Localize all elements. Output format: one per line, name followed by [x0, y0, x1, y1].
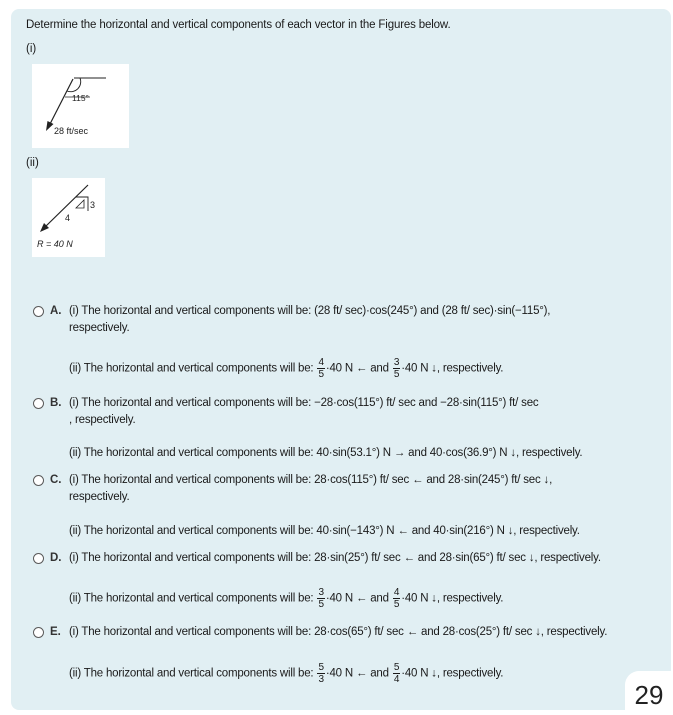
- option-b-part-i-cont: , respectively.: [69, 414, 136, 426]
- figure-ii: [32, 178, 105, 257]
- option-c-part-ii: (ii) The horizontal and vertical components will be: 40·sin(−143°) N ← and 40·sin(216°) N ↓, respectively.: [69, 525, 580, 537]
- figure-ii-horizontal-side: 4: [65, 213, 71, 223]
- option-e-part-i: (i) The horizontal and vertical components will be: 28·cos(65°) ft/ sec ← and 28·cos(25°) ft/ sec ↓, respectively.: [69, 626, 608, 638]
- option-e-fraction-1: $\frac{5}{3}$: [318, 662, 324, 685]
- option-c-part-i-cont: respectively.: [69, 491, 130, 503]
- option-e-ii-post: ·40 N ↓, respectively.: [401, 667, 504, 680]
- option-d-fraction-1: $\frac{3}{5}$: [318, 587, 324, 610]
- option-b-radio[interactable]: [33, 398, 44, 409]
- option-a-letter: A.: [50, 305, 62, 317]
- option-c-part-i: (i) The horizontal and vertical components will be: 28·cos(115°) ft/ sec ← and 28·sin(245°) ft/ sec ↓,: [69, 474, 553, 486]
- option-a-part-i-cont: respectively.: [69, 322, 130, 334]
- option-a-ii-pre: (ii) The horizontal and vertical components will be:: [69, 362, 314, 375]
- option-b-letter: B.: [50, 397, 62, 409]
- option-d-radio[interactable]: [33, 553, 44, 564]
- option-e-ii-pre: (ii) The horizontal and vertical components will be:: [69, 667, 314, 680]
- option-a-radio[interactable]: [33, 306, 44, 317]
- option-a-ii-mid: ·40 N ← and: [325, 362, 389, 375]
- option-e-part-ii: [69, 662, 503, 685]
- option-d-part-ii: [69, 587, 503, 610]
- question-prompt: Determine the horizontal and vertical components of each vector in the Figures below.: [26, 19, 451, 31]
- option-e-radio[interactable]: [33, 627, 44, 638]
- option-c-letter: C.: [50, 474, 62, 486]
- figure-ii-magnitude-label: R = 40 N: [37, 239, 73, 249]
- figure-i-angle-label: 115°: [72, 93, 89, 103]
- option-a-ii-post: ·40 N ↓, respectively.: [401, 362, 504, 375]
- option-a-part-ii: [69, 357, 503, 380]
- page-number: 29: [625, 671, 673, 715]
- figure-i-magnitude-label: 28 ft/sec: [54, 126, 89, 136]
- option-b-part-i: (i) The horizontal and vertical components will be: −28·cos(115°) ft/ sec and −28·sin(115°) ft/ sec: [69, 397, 539, 409]
- option-e-fraction-2: $\frac{5}{4}$: [393, 662, 400, 685]
- option-d-ii-mid: ·40 N ← and: [325, 592, 389, 605]
- option-a-part-i: (i) The horizontal and vertical components will be: (28 ft/ sec)·cos(245°) and (28 ft/ sec)·sin(−115°),: [69, 305, 551, 317]
- option-a-fraction-1: $\frac{4}{5}$: [318, 357, 324, 380]
- option-d-part-i: (i) The horizontal and vertical components will be: 28·sin(25°) ft/ sec ← and 28·sin(65°) ft/ sec ↓, respectively.: [69, 552, 601, 564]
- option-b-part-ii: (ii) The horizontal and vertical components will be: 40·sin(53.1°) N → and 40·cos(36.9°) N ↓, respectively.: [69, 447, 583, 459]
- option-c-radio[interactable]: [33, 475, 44, 486]
- part-ii-label: (ii): [26, 157, 39, 169]
- figure-i: [32, 64, 129, 148]
- option-e-ii-mid: ·40 N ← and: [325, 667, 389, 680]
- option-e-letter: E.: [50, 626, 61, 638]
- figure-ii-vertical-side: 3: [90, 200, 96, 210]
- option-a-fraction-2: $\frac{3}{5}$: [393, 357, 400, 380]
- option-d-ii-pre: (ii) The horizontal and vertical components will be:: [69, 592, 314, 605]
- option-d-fraction-2: $\frac{4}{5}$: [393, 587, 400, 610]
- option-d-letter: D.: [50, 552, 62, 564]
- option-d-ii-post: ·40 N ↓, respectively.: [401, 592, 504, 605]
- part-i-label: (i): [26, 43, 37, 55]
